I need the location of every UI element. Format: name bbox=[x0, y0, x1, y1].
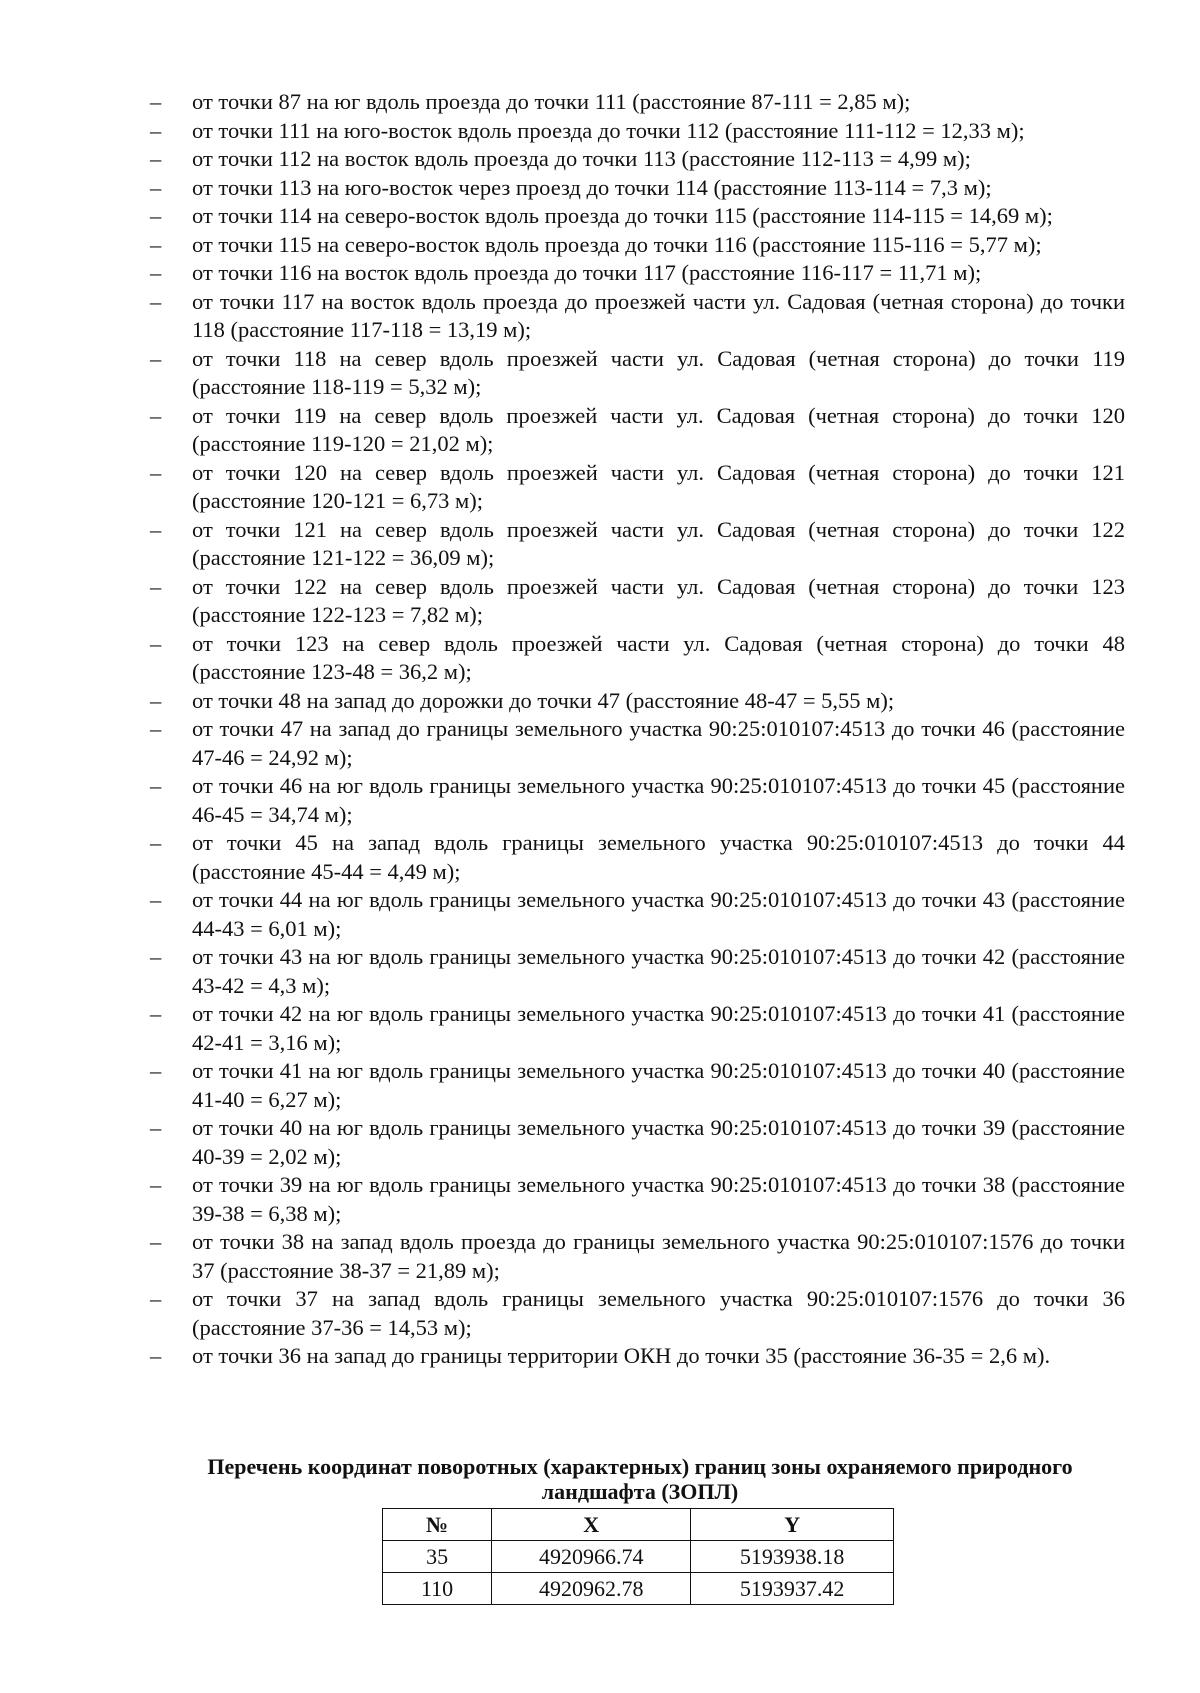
list-bullet-dash: – bbox=[150, 174, 162, 200]
list-item bbox=[150, 288, 1125, 345]
list-bullet-dash: – bbox=[150, 830, 162, 855]
list-item-text: от точки 111 на юго-восток вдоль проезда до точки 112 (расстояние 111-112 = 12,33 м); bbox=[192, 117, 1025, 143]
list-item bbox=[150, 88, 1125, 117]
list-item bbox=[150, 1057, 1125, 1114]
list-bullet-dash: – bbox=[150, 716, 162, 741]
list-bullet-dash: – bbox=[150, 288, 162, 314]
column-header-x: X bbox=[492, 1509, 691, 1541]
list-item-text: от точки 42 на юг вдоль границы земельного участка 90:25:010107:4513 до точки 41 (расстояние 42-41 = 3,16 м); bbox=[192, 1001, 1125, 1055]
list-item bbox=[150, 1114, 1125, 1171]
list-bullet-dash: – bbox=[150, 773, 162, 798]
list-item bbox=[150, 943, 1125, 1000]
list-item-text: от точки 119 на север вдоль проезжей части ул. Садовая (четная сторона) до точки 120 (расстояние 119-120 = 21,02 м); bbox=[192, 402, 1125, 456]
cell-x: 4920962.78 bbox=[492, 1573, 691, 1605]
list-bullet-dash: – bbox=[150, 459, 162, 485]
list-item bbox=[150, 259, 1125, 288]
list-bullet-dash: – bbox=[150, 1343, 162, 1368]
list-item bbox=[150, 174, 1125, 203]
list-item bbox=[150, 1000, 1125, 1057]
list-item-text: от точки 38 на запад вдоль проезда до границы земельного участка 90:25:010107:1576 до точки 37 (расстояние 38-37 = 21,89 м); bbox=[192, 1229, 1125, 1283]
cell-y: 5193938.18 bbox=[691, 1541, 894, 1573]
list-item bbox=[150, 687, 1125, 716]
list-bullet-dash: – bbox=[150, 1058, 162, 1083]
list-bullet-dash: – bbox=[150, 944, 162, 969]
list-item-text: от точки 36 на запад до границы территории ОКН до точки 35 (расстояние 36-35 = 2,6 м). bbox=[192, 1343, 1051, 1368]
list-bullet-dash: – bbox=[150, 1172, 162, 1197]
list-bullet-dash: – bbox=[150, 117, 162, 143]
cell-y: 5193937.42 bbox=[691, 1573, 894, 1605]
list-item bbox=[150, 1228, 1125, 1285]
list-item bbox=[150, 886, 1125, 943]
list-item-text: от точки 47 на запад до границы земельного участка 90:25:010107:4513 до точки 46 (расстояние 47-46 = 24,92 м); bbox=[192, 716, 1125, 770]
list-bullet-dash: – bbox=[150, 260, 162, 285]
list-item-text: от точки 43 на юг вдоль границы земельного участка 90:25:010107:4513 до точки 42 (расстояние 43-42 = 4,3 м); bbox=[192, 944, 1125, 998]
list-bullet-dash: – bbox=[150, 630, 162, 656]
list-item bbox=[150, 1342, 1125, 1371]
list-item-text: от точки 116 на восток вдоль проезда до точки 117 (расстояние 116-117 = 11,71 м); bbox=[192, 260, 982, 285]
list-item bbox=[150, 1285, 1125, 1342]
column-header-number: № bbox=[383, 1509, 492, 1541]
list-item-text: от точки 37 на запад вдоль границы земельного участка 90:25:010107:1576 до точки 36 (расстояние 37-36 = 14,53 м); bbox=[192, 1286, 1125, 1340]
list-item-text: от точки 45 на запад вдоль границы земельного участка 90:25:010107:4513 до точки 44 (расстояние 45-44 = 4,49 м); bbox=[192, 830, 1125, 884]
list-bullet-dash: – bbox=[150, 203, 162, 228]
list-item-text: от точки 120 на север вдоль проезжей части ул. Садовая (четная сторона) до точки 121 (расстояние 120-121 = 6,73 м); bbox=[192, 459, 1125, 513]
list-item bbox=[150, 630, 1125, 687]
list-item-text: от точки 118 на север вдоль проезжей части ул. Садовая (четная сторона) до точки 119 (расстояние 118-119 = 5,32 м); bbox=[192, 345, 1125, 399]
list-bullet-dash: – bbox=[150, 516, 162, 542]
list-item bbox=[150, 829, 1125, 886]
list-bullet-dash: – bbox=[150, 345, 162, 371]
list-item bbox=[150, 516, 1125, 573]
list-item bbox=[150, 345, 1125, 402]
cell-number: 35 bbox=[383, 1541, 492, 1573]
list-item bbox=[150, 117, 1125, 146]
list-item bbox=[150, 145, 1125, 174]
list-item bbox=[150, 459, 1125, 516]
list-item-text: от точки 113 на юго-восток через проезд до точки 114 (расстояние 113-114 = 7,3 м); bbox=[192, 174, 992, 200]
list-item-text: от точки 114 на северо-восток вдоль проезда до точки 115 (расстояние 114-115 = 14,69 м); bbox=[192, 203, 1053, 228]
column-header-y: Y bbox=[691, 1509, 894, 1541]
table-row bbox=[383, 1573, 894, 1605]
list-item-text: от точки 87 на юг вдоль проезда до точки 111 (расстояние 87-111 = 2,85 м); bbox=[192, 89, 911, 114]
list-item bbox=[150, 402, 1125, 459]
list-item-text: от точки 112 на восток вдоль проезда до точки 113 (расстояние 112-113 = 4,99 м); bbox=[192, 146, 971, 171]
list-bullet-dash: – bbox=[150, 402, 162, 428]
coordinates-heading: Перечень координат поворотных (характерных) границ зоны охраняемого природного ландшафта (ЗОПЛ) bbox=[207, 1454, 1073, 1504]
list-item bbox=[150, 573, 1125, 630]
list-item-text: от точки 122 на север вдоль проезжей части ул. Садовая (четная сторона) до точки 123 (расстояние 122-123 = 7,82 м); bbox=[192, 573, 1125, 627]
table-header-row bbox=[383, 1509, 894, 1541]
list-bullet-dash: – bbox=[150, 146, 162, 171]
table-row bbox=[383, 1541, 894, 1573]
cell-x: 4920966.74 bbox=[492, 1541, 691, 1573]
list-item-text: от точки 48 на запад до дорожки до точки 47 (расстояние 48-47 = 5,55 м); bbox=[192, 687, 895, 713]
list-item bbox=[150, 231, 1125, 260]
list-item-text: от точки 41 на юг вдоль границы земельного участка 90:25:010107:4513 до точки 40 (расстояние 41-40 = 6,27 м); bbox=[192, 1058, 1125, 1112]
list-item bbox=[150, 202, 1125, 231]
list-item-text: от точки 115 на северо-восток вдоль проезда до точки 116 (расстояние 115-116 = 5,77 м); bbox=[192, 231, 1042, 257]
list-bullet-dash: – bbox=[150, 231, 162, 257]
list-item bbox=[150, 1171, 1125, 1228]
list-item-text: от точки 46 на юг вдоль границы земельного участка 90:25:010107:4513 до точки 45 (расстояние 46-45 = 34,74 м); bbox=[192, 773, 1125, 827]
cell-number: 110 bbox=[383, 1573, 492, 1605]
list-item-text: от точки 39 на юг вдоль границы земельного участка 90:25:010107:4513 до точки 38 (расстояние 39-38 = 6,38 м); bbox=[192, 1172, 1125, 1226]
list-item-text: от точки 123 на север вдоль проезжей части ул. Садовая (четная сторона) до точки 48 (расстояние 123-48 = 36,2 м); bbox=[192, 630, 1125, 684]
list-bullet-dash: – bbox=[150, 1229, 162, 1254]
list-item-text: от точки 117 на восток вдоль проезда до проезжей части ул. Садовая (четная сторона) до точки 118 (расстояние 117-118 = 13,19 м); bbox=[192, 288, 1125, 342]
list-item-text: от точки 121 на север вдоль проезжей части ул. Садовая (четная сторона) до точки 122 (расстояние 121-122 = 36,09 м); bbox=[192, 516, 1125, 570]
list-bullet-dash: – bbox=[150, 1286, 162, 1311]
list-bullet-dash: – bbox=[150, 1001, 162, 1026]
list-bullet-dash: – bbox=[150, 887, 162, 912]
list-item bbox=[150, 715, 1125, 772]
coordinates-table bbox=[382, 1508, 894, 1605]
list-item bbox=[150, 772, 1125, 829]
list-bullet-dash: – bbox=[150, 687, 162, 713]
list-bullet-dash: – bbox=[150, 573, 162, 599]
list-item-text: от точки 40 на юг вдоль границы земельного участка 90:25:010107:4513 до точки 39 (расстояние 40-39 = 2,02 м); bbox=[192, 1115, 1125, 1169]
list-bullet-dash: – bbox=[150, 1115, 162, 1140]
list-bullet-dash: – bbox=[150, 89, 162, 114]
boundary-description-list bbox=[150, 88, 1125, 1371]
list-item-text: от точки 44 на юг вдоль границы земельного участка 90:25:010107:4513 до точки 43 (расстояние 44-43 = 6,01 м); bbox=[192, 887, 1125, 941]
